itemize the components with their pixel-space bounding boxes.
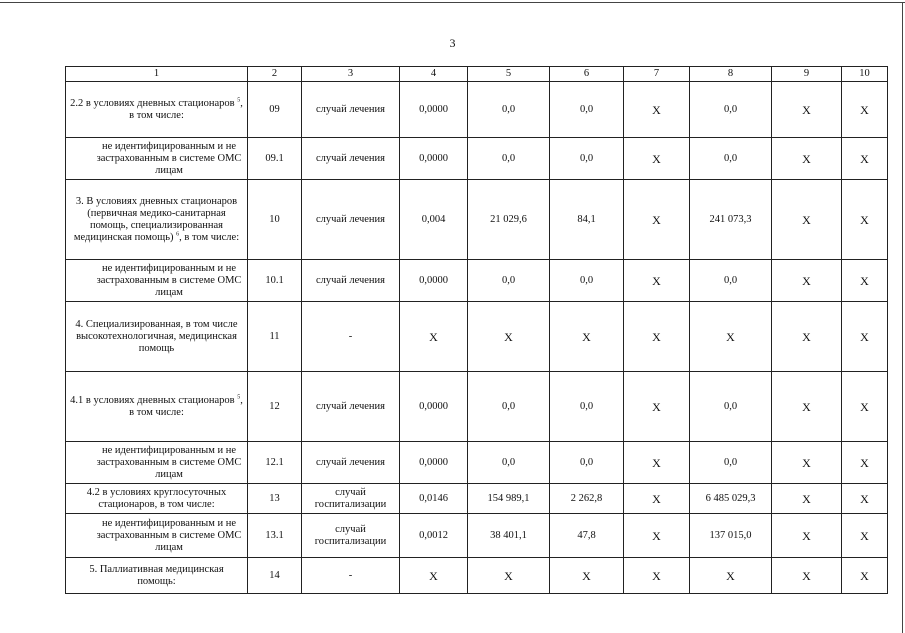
row-name: 2.2 в условиях дневных стационаров xyxy=(70,97,235,109)
cell-c7: X xyxy=(624,260,690,302)
cell-c7: X xyxy=(624,82,690,138)
table-row xyxy=(66,514,888,558)
cell-c10: X xyxy=(842,180,888,260)
cell-unit: случай госпитализации xyxy=(302,484,400,514)
row-name-cell xyxy=(66,484,248,514)
column-header: 1 xyxy=(66,67,248,82)
table-row xyxy=(66,138,888,180)
row-name-tail: , в том числе: xyxy=(129,394,243,418)
cell-c8: X xyxy=(690,558,772,594)
cell-c5: 38 401,1 xyxy=(468,514,550,558)
row-name-cell xyxy=(66,302,248,372)
column-header: 10 xyxy=(842,67,888,82)
cell-c6: X xyxy=(550,558,624,594)
cell-c8: 241 073,3 xyxy=(690,180,772,260)
page-edge-top xyxy=(0,2,905,3)
column-header: 6 xyxy=(550,67,624,82)
cell-c10: X xyxy=(842,260,888,302)
footnote-marker: 6 xyxy=(176,231,180,237)
cell-c7: X xyxy=(624,372,690,442)
cell-c5: 0,0 xyxy=(468,138,550,180)
table-row xyxy=(66,82,888,138)
row-name: 3. В условиях дневных стационаров (первичная медико-санитарная помощь, специализированная медицинская помощь) xyxy=(73,195,238,243)
cell-c10: X xyxy=(842,372,888,442)
cell-c7: X xyxy=(624,484,690,514)
footnote-marker: 5 xyxy=(237,97,241,103)
cell-c4: 0,0000 xyxy=(400,372,468,442)
cell-c7: X xyxy=(624,138,690,180)
cell-c5: 0,0 xyxy=(468,372,550,442)
table-row xyxy=(66,484,888,514)
cell-c8: 6 485 029,3 xyxy=(690,484,772,514)
cell-c7: X xyxy=(624,442,690,484)
cell-c9: X xyxy=(772,138,842,180)
row-name-cell xyxy=(66,138,248,180)
page-number: 3 xyxy=(449,36,456,50)
cell-c4: 0,0000 xyxy=(400,82,468,138)
cell-c6: 0,0 xyxy=(550,82,624,138)
cell-code: 13.1 xyxy=(248,514,302,558)
column-header: 4 xyxy=(400,67,468,82)
cell-c4: 0,0000 xyxy=(400,138,468,180)
cell-c9: X xyxy=(772,514,842,558)
row-name-tail: , в том числе: xyxy=(129,97,243,121)
cell-c4: 0,0000 xyxy=(400,260,468,302)
column-header: 5 xyxy=(468,67,550,82)
column-header: 7 xyxy=(624,67,690,82)
cell-c8: 0,0 xyxy=(690,442,772,484)
cell-c9: X xyxy=(772,558,842,594)
cell-c8: 0,0 xyxy=(690,138,772,180)
row-name-cell xyxy=(66,558,248,594)
cell-c6: 0,0 xyxy=(550,260,624,302)
cell-c4: X xyxy=(400,302,468,372)
row-name: 4.1 в условиях дневных стационаров xyxy=(70,394,235,406)
cell-c6: 47,8 xyxy=(550,514,624,558)
cell-unit: случай лечения xyxy=(302,442,400,484)
cell-code: 09 xyxy=(248,82,302,138)
cell-code: 09.1 xyxy=(248,138,302,180)
cell-c6: 0,0 xyxy=(550,442,624,484)
cell-code: 12 xyxy=(248,372,302,442)
table-row xyxy=(66,260,888,302)
cell-c8: 0,0 xyxy=(690,82,772,138)
cell-c10: X xyxy=(842,558,888,594)
column-header: 8 xyxy=(690,67,772,82)
cell-c6: X xyxy=(550,302,624,372)
cell-unit: случай лечения xyxy=(302,180,400,260)
row-name-cell xyxy=(66,442,248,484)
cell-c9: X xyxy=(772,372,842,442)
cell-c10: X xyxy=(842,302,888,372)
cell-code: 10.1 xyxy=(248,260,302,302)
row-name: не идентифицированным и не застрахованным в системе ОМС лицам xyxy=(96,140,242,176)
cell-c9: X xyxy=(772,82,842,138)
row-name: 5. Паллиативная медицинская помощь: xyxy=(89,563,224,587)
cell-c5: 0,0 xyxy=(468,260,550,302)
cell-unit: - xyxy=(302,558,400,594)
cell-c10: X xyxy=(842,442,888,484)
cell-c8: 0,0 xyxy=(690,372,772,442)
cell-code: 13 xyxy=(248,484,302,514)
cell-c9: X xyxy=(772,302,842,372)
cell-c6: 2 262,8 xyxy=(550,484,624,514)
row-name-cell xyxy=(66,372,248,442)
cell-c6: 0,0 xyxy=(550,138,624,180)
column-header: 2 xyxy=(248,67,302,82)
cell-c7: X xyxy=(624,180,690,260)
cell-c9: X xyxy=(772,180,842,260)
table-row xyxy=(66,180,888,260)
row-name: 4. Специализированная, в том числе высокотехнологичная, медицинская помощь xyxy=(75,318,238,354)
data-table xyxy=(65,66,888,594)
row-name-cell xyxy=(66,260,248,302)
cell-c4: 0,0012 xyxy=(400,514,468,558)
cell-unit: случай лечения xyxy=(302,260,400,302)
cell-unit: случай госпитализации xyxy=(302,514,400,558)
cell-c5: 21 029,6 xyxy=(468,180,550,260)
table-row xyxy=(66,558,888,594)
row-name-cell xyxy=(66,514,248,558)
cell-c8: 0,0 xyxy=(690,260,772,302)
cell-code: 10 xyxy=(248,180,302,260)
table-row xyxy=(66,372,888,442)
row-name: 4.2 в условиях круглосуточных стационаров, в том числе: xyxy=(86,486,227,510)
cell-unit: - xyxy=(302,302,400,372)
cell-c4: X xyxy=(400,558,468,594)
cell-code: 14 xyxy=(248,558,302,594)
row-name: не идентифицированным и не застрахованным в системе ОМС лицам xyxy=(96,444,242,480)
footnote-marker: 5 xyxy=(237,394,241,400)
row-name-tail: , в том числе: xyxy=(179,231,240,243)
cell-unit: случай лечения xyxy=(302,82,400,138)
table-body xyxy=(66,82,888,594)
cell-c5: 0,0 xyxy=(468,82,550,138)
cell-c6: 84,1 xyxy=(550,180,624,260)
cell-c5: X xyxy=(468,302,550,372)
cell-c4: 0,0146 xyxy=(400,484,468,514)
cell-c10: X xyxy=(842,514,888,558)
cell-c7: X xyxy=(624,302,690,372)
column-header: 9 xyxy=(772,67,842,82)
cell-c8: 137 015,0 xyxy=(690,514,772,558)
cell-c7: X xyxy=(624,558,690,594)
page-edge-right xyxy=(902,2,903,633)
cell-c9: X xyxy=(772,484,842,514)
table-row xyxy=(66,302,888,372)
row-name-cell xyxy=(66,180,248,260)
cell-c10: X xyxy=(842,484,888,514)
row-name-cell xyxy=(66,82,248,138)
cell-c9: X xyxy=(772,442,842,484)
cell-c9: X xyxy=(772,260,842,302)
row-name: не идентифицированным и не застрахованным в системе ОМС лицам xyxy=(96,517,242,553)
cell-code: 12.1 xyxy=(248,442,302,484)
cell-c6: 0,0 xyxy=(550,372,624,442)
header-row xyxy=(66,67,888,82)
cell-unit: случай лечения xyxy=(302,138,400,180)
cell-c4: 0,0000 xyxy=(400,442,468,484)
cell-c5: 0,0 xyxy=(468,442,550,484)
cell-c4: 0,004 xyxy=(400,180,468,260)
table-row xyxy=(66,442,888,484)
cell-c5: X xyxy=(468,558,550,594)
cell-c10: X xyxy=(842,138,888,180)
cell-c8: X xyxy=(690,302,772,372)
row-name: не идентифицированным и не застрахованным в системе ОМС лицам xyxy=(96,262,242,298)
cell-c7: X xyxy=(624,514,690,558)
cell-unit: случай лечения xyxy=(302,372,400,442)
cell-c5: 154 989,1 xyxy=(468,484,550,514)
cell-code: 11 xyxy=(248,302,302,372)
cell-c10: X xyxy=(842,82,888,138)
column-header: 3 xyxy=(302,67,400,82)
